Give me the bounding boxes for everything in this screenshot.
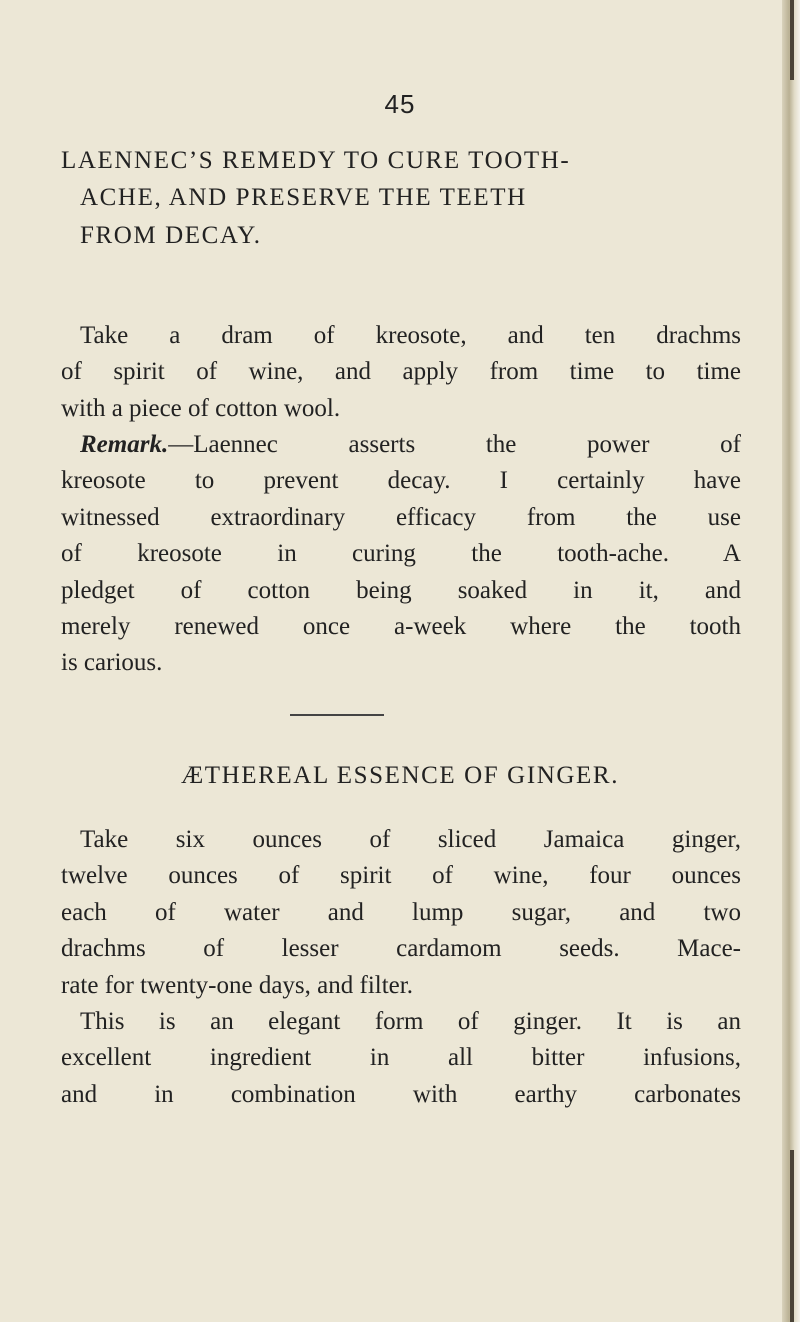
remark-label: Remark. — [80, 431, 169, 458]
paragraph-line: kreosote to prevent decay. I certainly have — [61, 467, 741, 495]
paragraph-recipe — [61, 318, 741, 427]
paragraph-line — [61, 427, 741, 463]
paragraph-line: drachms of lesser cardamom seeds. Mace- — [61, 935, 741, 963]
paragraph-line: excellent ingredient in all bitter infusions, — [61, 1044, 741, 1072]
section-divider — [290, 714, 384, 716]
paragraph-remark — [61, 427, 741, 682]
paragraph-line: merely renewed once a-week where the tooth — [61, 612, 741, 640]
paragraph-line: of spirit of wine, and apply from time to time — [61, 358, 741, 386]
paragraph-line: pledget of cotton being soaked in it, and — [61, 576, 741, 604]
page-number: 45 — [384, 89, 416, 119]
paragraph-line: is carious. — [61, 649, 163, 677]
section-heading-ginger: ÆTHEREAL ESSENCE OF GINGER. — [180, 762, 620, 789]
paragraph-line: of kreosote in curing the tooth-ache. A — [61, 540, 741, 568]
paragraph-ginger-recipe — [61, 822, 741, 1004]
paragraph-line: and in combination with earthy carbonates — [61, 1080, 741, 1108]
heading-line: FROM DECAY. — [80, 221, 262, 249]
page-edge-shadow — [782, 0, 800, 1322]
heading-line: LAENNEC’S REMEDY TO CURE TOOTH- — [61, 147, 571, 174]
paragraph-line: witnessed extraordinary efficacy from the use — [61, 503, 741, 531]
paragraph-ginger-note — [61, 1004, 741, 1113]
paragraph-line: with a piece of cotton wool. — [61, 394, 341, 422]
page-edge-mark — [790, 1150, 794, 1322]
paragraph-line: twelve ounces of spirit of wine, four ounces — [61, 862, 741, 890]
page-edge-mark — [790, 0, 794, 80]
section-heading-laennec — [61, 142, 741, 254]
paragraph-line: Take a dram of kreosote, and ten drachms — [80, 322, 741, 349]
heading-line: ACHE, AND PRESERVE THE TEETH — [80, 184, 527, 212]
remark-text: —Laennec asserts the power of — [168, 431, 741, 458]
paragraph-line: rate for twenty-one days, and filter. — [61, 971, 413, 999]
paragraph-line: each of water and lump sugar, and two — [61, 898, 741, 926]
paragraph-line: Take six ounces of sliced Jamaica ginger, — [80, 826, 741, 853]
paragraph-line: This is an elegant form of ginger. It is an — [80, 1008, 741, 1035]
